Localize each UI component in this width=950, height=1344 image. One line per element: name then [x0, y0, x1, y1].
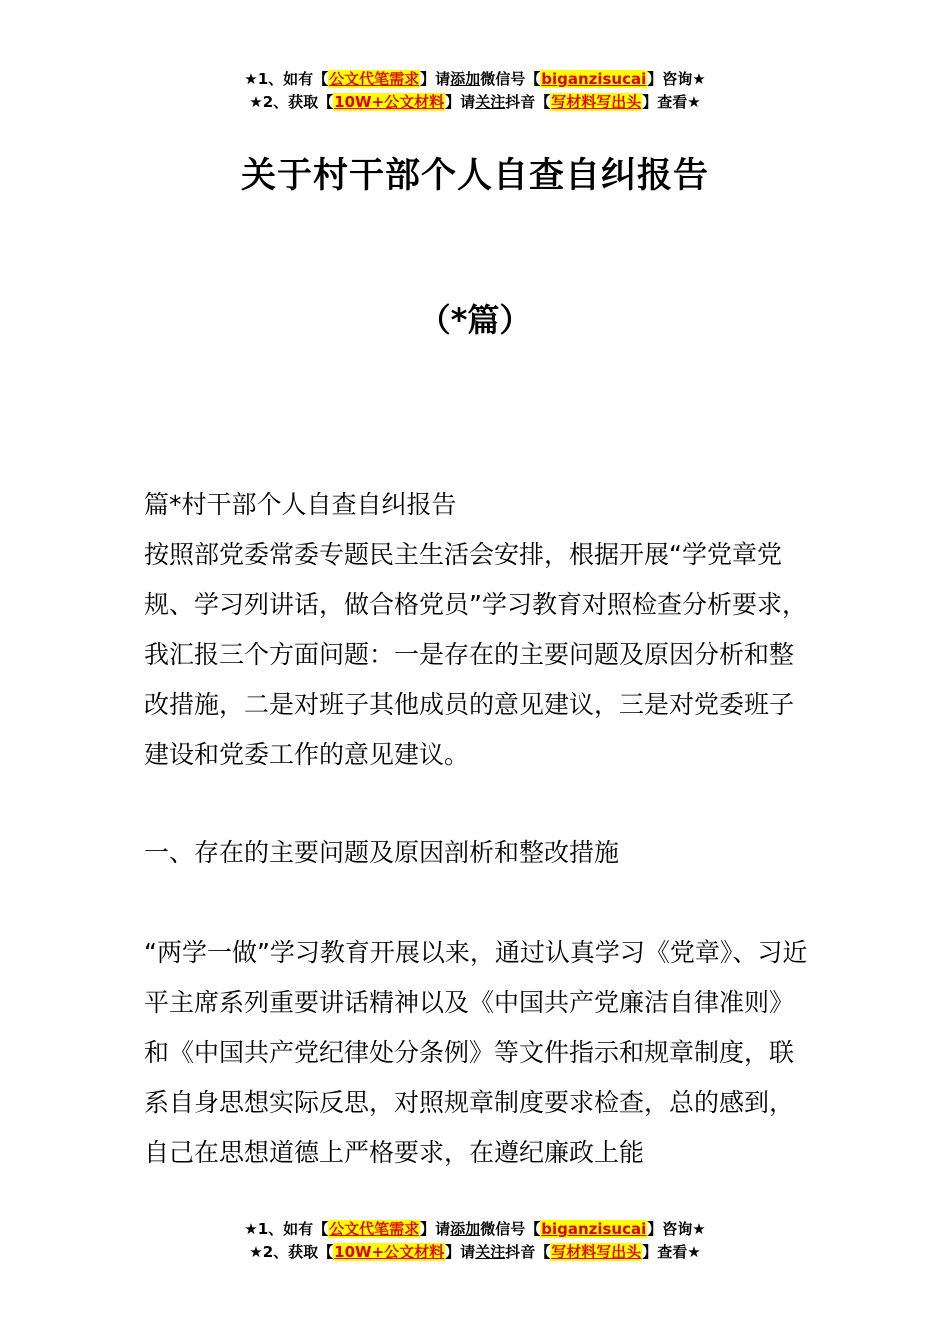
- banner-highlight: 公文代笔需求: [329, 70, 420, 88]
- banner-text: 】咨询: [647, 1220, 693, 1238]
- banner-line-2: [0, 1241, 950, 1264]
- star-icon: ★: [692, 70, 706, 88]
- footer-banner: [0, 1218, 950, 1264]
- banner-underline: 添加: [450, 70, 481, 88]
- banner-text: 1、如有【: [257, 70, 329, 88]
- paragraph: “两学一做”学习教育开展以来，通过认真学习《党章》、习近平主席系列重要讲话精神以及《中国共产党廉洁自律准则》和《中国共产党纪律处分条例》等文件指示和规章制度，联系自身思想实际反思，对照规章制度要求检查，总的感到，自己在思想道德上严格要求，在遵纪廉政上能: [144, 938, 808, 1167]
- banner-text: 2、获取【: [262, 1243, 334, 1261]
- document-title: 关于村干部个人自查自纠报告: [240, 156, 709, 196]
- banner-text: 】查看: [642, 1243, 688, 1261]
- section-heading: 篇*村干部个人自查自纠报告: [144, 490, 457, 519]
- banner-text: 微信号【: [480, 1220, 541, 1238]
- banner-line-2: [0, 91, 950, 114]
- banner-text: 】请: [420, 1220, 451, 1238]
- banner-text: 】查看: [642, 93, 688, 111]
- star-icon: ★: [687, 93, 701, 111]
- banner-wechat-id: biganzisucai: [541, 1220, 647, 1238]
- star-icon: ★: [687, 1243, 701, 1261]
- star-icon: ★: [249, 93, 263, 111]
- paragraph: 按照部党委常委专题民主生活会安排，根据开展“学党章党规、学习列讲话，做合格党员”学习教育对照检查分析要求，我汇报三个方面问题：一是存在的主要问题及原因分析和整改措施，二是对班子其他成员的意见建议，三是对党委班子建设和党委工作的意见建议。: [144, 540, 807, 769]
- banner-highlight: 10W+公文材料: [334, 1243, 445, 1261]
- star-icon: ★: [244, 1220, 258, 1238]
- header-banner: [0, 68, 950, 114]
- body-block-1: [144, 480, 812, 780]
- banner-text: 1、如有【: [257, 1220, 329, 1238]
- banner-text: 抖音【: [505, 93, 551, 111]
- star-icon: ★: [244, 70, 258, 88]
- star-icon: ★: [692, 1220, 706, 1238]
- banner-text: 】咨询: [647, 70, 693, 88]
- banner-highlight: 公文代笔需求: [329, 1220, 420, 1238]
- banner-line-1: [0, 1218, 950, 1241]
- banner-text: 】请: [420, 70, 451, 88]
- banner-underline: 添加: [450, 1220, 481, 1238]
- banner-text: 抖音【: [505, 1243, 551, 1261]
- document-subtitle: （*篇）: [418, 301, 532, 339]
- body-block-3: [144, 928, 812, 1178]
- banner-wechat-id: biganzisucai: [541, 70, 647, 88]
- star-icon: ★: [249, 1243, 263, 1261]
- banner-highlight: 10W+公文材料: [334, 93, 445, 111]
- banner-underline: 关注: [475, 1243, 506, 1261]
- banner-text: 】请: [445, 1243, 476, 1261]
- banner-text: 2、获取【: [262, 93, 334, 111]
- banner-underline: 关注: [475, 93, 506, 111]
- banner-douyin-id: 写材料写出头: [551, 93, 642, 111]
- body-block-2: [144, 828, 812, 878]
- heading: 一、存在的主要问题及原因剖析和整改措施: [144, 838, 620, 867]
- banner-douyin-id: 写材料写出头: [551, 1243, 642, 1261]
- banner-text: 】请: [445, 93, 476, 111]
- banner-line-1: [0, 68, 950, 91]
- banner-text: 微信号【: [480, 70, 541, 88]
